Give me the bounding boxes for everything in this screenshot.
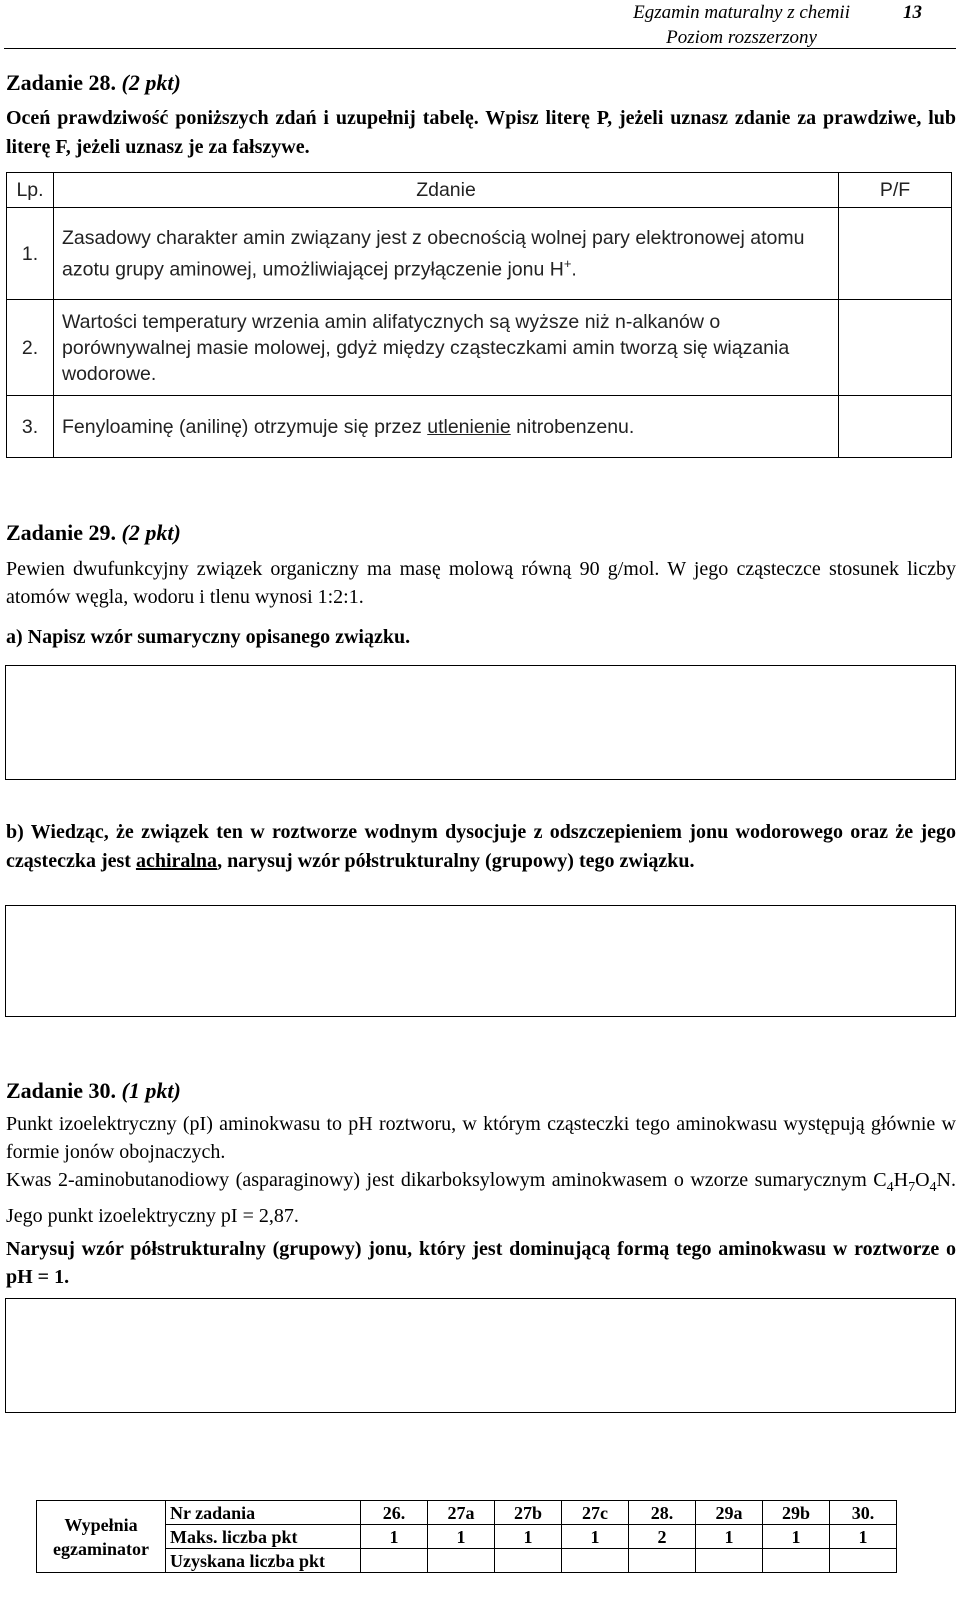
- task-29a-instruction: a) Napisz wzór sumaryczny opisanego związku.: [6, 626, 411, 648]
- col-sentence: Zdanie: [54, 173, 839, 208]
- score-label: Uzyskana liczba pkt: [166, 1549, 361, 1573]
- row-lp: 2.: [7, 300, 54, 396]
- task-29-title: [6, 520, 181, 546]
- score-row-obtained: [37, 1549, 897, 1573]
- answer-box-29b[interactable]: [5, 905, 956, 1017]
- score-cell[interactable]: [361, 1549, 428, 1573]
- score-cell[interactable]: [696, 1549, 763, 1573]
- row-sentence: Fenyloaminę (anilinę) otrzymuje się przez utlenienie nitrobenzenu.: [54, 396, 839, 458]
- task-30-number: Zadanie 30.: [6, 1078, 117, 1103]
- task-28-title: [6, 70, 181, 96]
- task-28-instruction: Oceń prawdziwość poniższych zdań i uzupełnij tabelę. Wpisz literę P, jeżeli uznasz zdanie za prawdziwe, lub literę F, jeżeli uznasz je za fałszywe.: [6, 107, 956, 158]
- row-sentence: Zasadowy charakter amin związany jest z obecnością wolnej pary elektronowej atomu azotu grupy aminowej, umożliwiającej przyłączenie jonu H+.: [54, 208, 839, 300]
- task-30-points: (1 pkt): [121, 1078, 181, 1103]
- row-sentence: Wartości temperatury wrzenia amin alifatycznych są wyższe niż n-alkanów o porównywalnej masie molowej, gdyż między cząsteczkami amin tworzą się wiązania wodorowe.: [54, 300, 839, 396]
- score-cell[interactable]: [428, 1549, 495, 1573]
- score-label: Nr zadania: [166, 1501, 361, 1525]
- task-28-number: Zadanie 28.: [6, 70, 117, 95]
- score-cell[interactable]: [763, 1549, 830, 1573]
- fill-by-examiner: Wypełnia egzaminator: [37, 1501, 166, 1573]
- row-lp: 1.: [7, 208, 54, 300]
- table-row: [7, 396, 952, 458]
- score-label: Maks. liczba pkt: [166, 1525, 361, 1549]
- task-29-points: (2 pkt): [121, 520, 181, 545]
- row-lp: 3.: [7, 396, 54, 458]
- exam-title: Egzamin maturalny z chemii: [633, 2, 850, 23]
- answer-cell-1[interactable]: [839, 208, 952, 300]
- true-false-table: [6, 172, 952, 458]
- score-table: [36, 1500, 897, 1573]
- task-29-number: Zadanie 29.: [6, 520, 117, 545]
- header-rule: [4, 48, 956, 49]
- col-lp: Lp.: [7, 173, 54, 208]
- score-cell[interactable]: [562, 1549, 629, 1573]
- table-row: [7, 300, 952, 396]
- table-row: [7, 208, 952, 300]
- task-29b-instruction: b) Wiedząc, że związek ten w roztworze wodnym dysocjuje z odszczepieniem jonu wodorowego oraz że jego cząsteczka jest achiralna, narysuj wzór półstrukturalny (grupowy) tego związku.: [6, 821, 956, 872]
- task-30-title: [6, 1078, 181, 1104]
- score-cell[interactable]: [629, 1549, 696, 1573]
- score-row-max: Maks. liczba pkt 1 1 1 1 2 1 1 1: [37, 1525, 897, 1549]
- task-29-intro: Pewien dwufunkcyjny związek organiczny ma masę molową równą 90 g/mol. W jego cząsteczce stosunek liczby atomów węgla, wodoru i tlenu wynosi 1:2:1.: [6, 558, 956, 608]
- answer-cell-3[interactable]: [839, 396, 952, 458]
- exam-level: Poziom rozszerzony: [666, 27, 817, 48]
- task-30-definition: Punkt izoelektryczny (pI) aminokwasu to pH roztworu, w którym cząsteczki tego aminokwasu występują głównie w formie jonów obojnaczych.: [6, 1113, 956, 1163]
- answer-cell-2[interactable]: [839, 300, 952, 396]
- answer-box-30[interactable]: [5, 1298, 956, 1413]
- task-30-instruction: Narysuj wzór półstrukturalny (grupowy) jonu, który jest dominującą formą tego aminokwasu w roztworze o pH = 1.: [6, 1238, 956, 1288]
- col-pf: P/F: [839, 173, 952, 208]
- table-header-row: [7, 173, 952, 208]
- task-30-aspartic-acid: Kwas 2-aminobutanodiowy (asparaginowy) jest dikarboksylowym aminokwasem o wzorze sumarycznym $C_4H_7O_4N$. Jego punkt izoelektryczny pI = 2,87.: [6, 1169, 956, 1227]
- score-cell[interactable]: [495, 1549, 562, 1573]
- task-28-points: (2 pkt): [121, 70, 181, 95]
- score-cell[interactable]: [830, 1549, 897, 1573]
- score-row-tasks: Wypełnia egzaminator Nr zadania 26. 27a 27b 27c 28. 29a 29b 30.: [37, 1501, 897, 1525]
- page-number: 13: [903, 2, 922, 23]
- page-header: [633, 0, 850, 50]
- answer-box-29a[interactable]: [5, 665, 956, 780]
